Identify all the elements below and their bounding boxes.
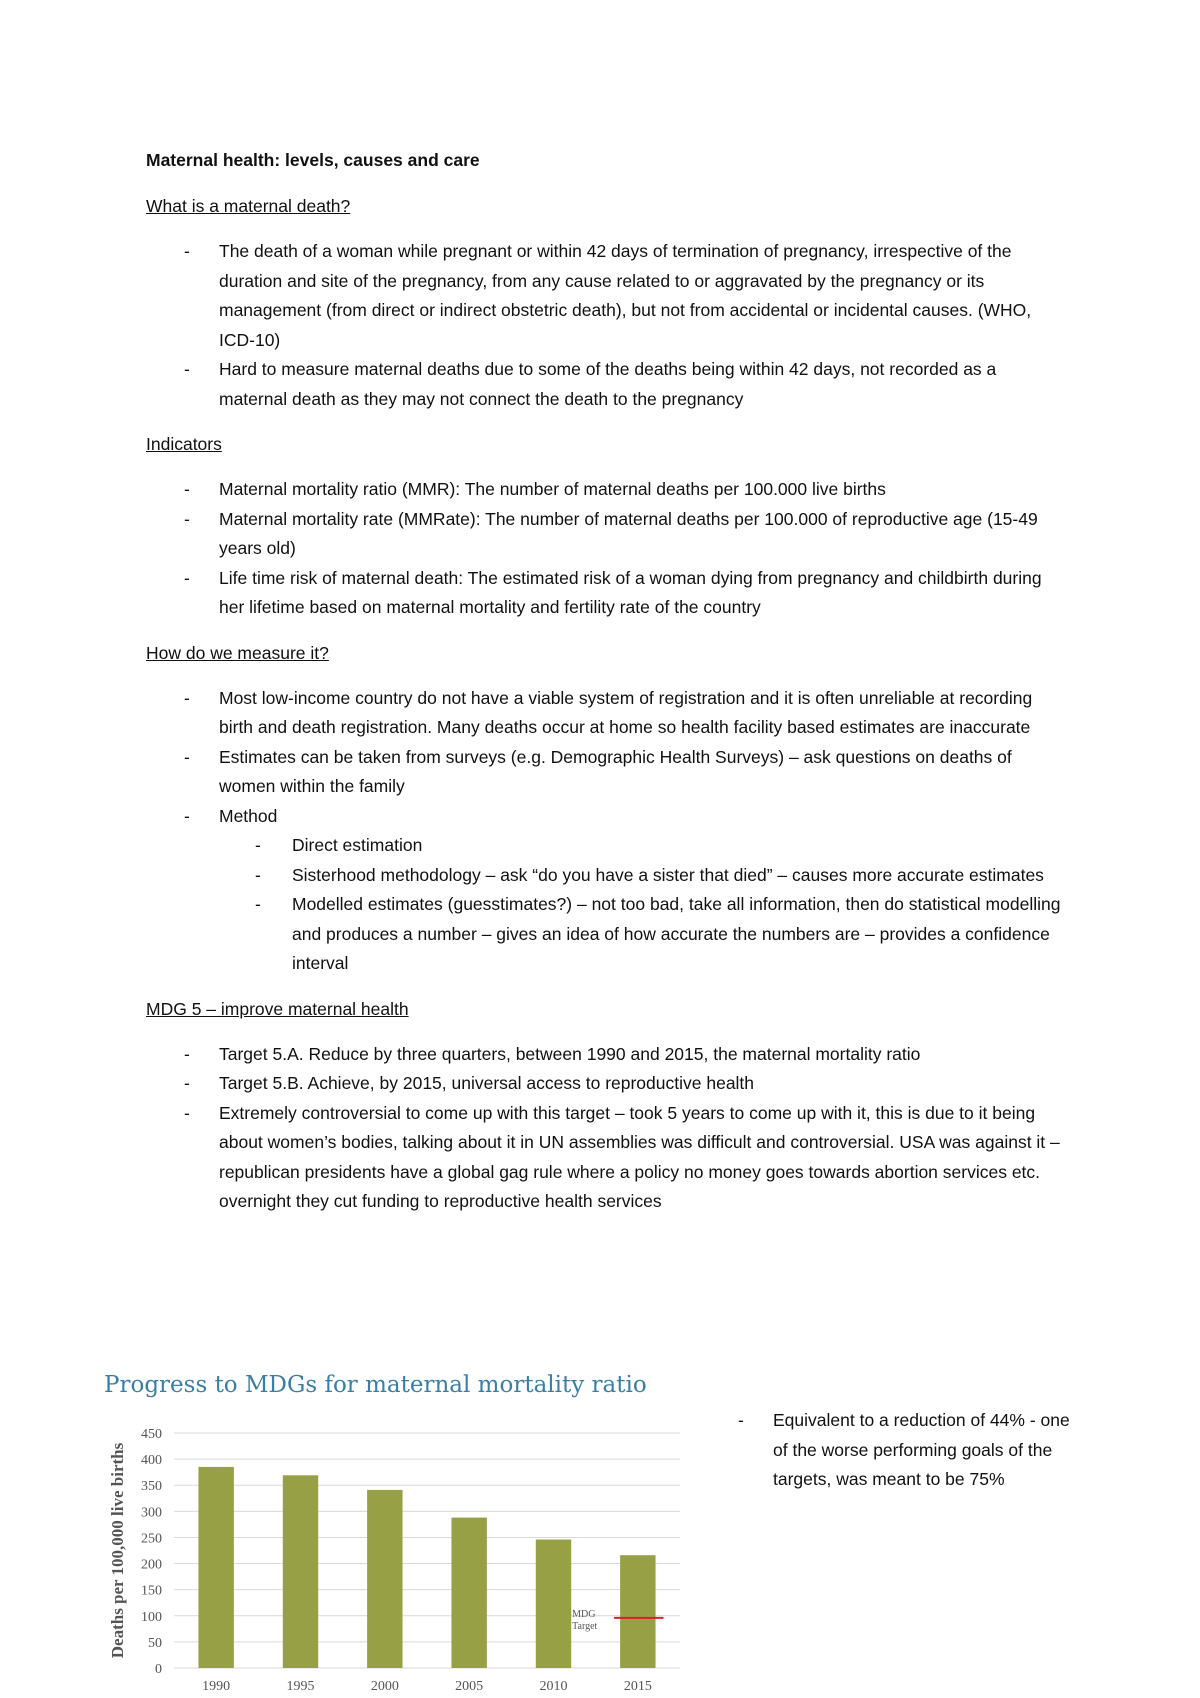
side-note: - Equivalent to a reduction of 44% - one of the worse performing goals of the targets, was meant to be 75%: [700, 1406, 1080, 1495]
bar: [620, 1555, 655, 1668]
bar: [367, 1490, 402, 1668]
y-tick-label: 250: [141, 1531, 162, 1547]
x-tick-label: 2005: [455, 1679, 484, 1694]
list-item: - Hard to measure maternal deaths due to some of the deaths being within 42 days, not recorded as a maternal death as they may not connect the death to the pregnancy: [146, 355, 1066, 414]
list-item: - Extremely controversial to come up with this target – took 5 years to come up with it, this is due to it being about women’s bodies, talking about it in UN assemblies was difficult and controversial. USA was against it – republican presidents have a global gag rule where a policy no money goes towards abortion services etc. overnight they cut funding to reproductive health services: [146, 1099, 1066, 1217]
chart-title: Progress to MDGs for maternal mortality ratio: [104, 1372, 647, 1398]
x-tick-label: 1995: [286, 1679, 315, 1694]
list-item: - Target 5.B. Achieve, by 2015, universal access to reproductive health: [146, 1069, 1066, 1099]
bullet-list: [146, 684, 1066, 979]
x-tick-label: 2015: [623, 1679, 652, 1694]
list-item-text: Method: [219, 805, 278, 826]
sub-list-item: - Modelled estimates (guesstimates?) – not too bad, take all information, then do statistical modelling and produces a number – gives an idea of how accurate the numbers are – provides a confidence interval: [219, 890, 1066, 979]
y-tick-label: 100: [141, 1609, 162, 1625]
sub-bullet-list: [219, 831, 1066, 979]
list-item: - Maternal mortality rate (MMRate): The number of maternal deaths per 100.000 of reproductive age (15-49 years old): [146, 505, 1066, 564]
list-item: - Life time risk of maternal death: The estimated risk of a woman dying from pregnancy and childbirth during her lifetime based on maternal mortality and fertility rate of the country: [146, 564, 1066, 623]
x-tick-label: 2000: [370, 1679, 399, 1694]
y-tick-label: 300: [141, 1505, 162, 1521]
y-tick-label: 450: [141, 1427, 162, 1442]
bar: [283, 1475, 318, 1668]
y-tick-label: 200: [141, 1557, 162, 1573]
chart-svg: [104, 1372, 684, 1698]
list-item: - Target 5.A. Reduce by three quarters, between 1990 and 2015, the maternal mortality ratio: [146, 1040, 1066, 1070]
y-tick-label: 350: [141, 1479, 162, 1495]
mmr-chart: [104, 1372, 684, 1698]
list-item: - Estimates can be taken from surveys (e.g. Demographic Health Surveys) – ask questions on deaths of women within the family: [146, 743, 1066, 802]
y-tick-label: 0: [155, 1662, 162, 1677]
section-heading-maternal-death: What is a maternal death?: [146, 196, 351, 216]
list-item: [146, 802, 1066, 979]
sub-list-item: - Sisterhood methodology – ask “do you have a sister that died” – causes more accurate estimates: [219, 861, 1066, 891]
section-heading-indicators: Indicators: [146, 434, 222, 454]
sub-list-item: - Direct estimation: [219, 831, 1066, 861]
target-label: MDG: [572, 1608, 596, 1620]
bullet-list: [146, 237, 1066, 414]
list-item: - Most low-income country do not have a viable system of registration and it is often unreliable at recording birth and death registration. Many deaths occur at home so health facility based estimates are inaccurate: [146, 684, 1066, 743]
document: [146, 146, 1066, 1233]
y-tick-label: 50: [148, 1635, 162, 1651]
list-item: - Maternal mortality ratio (MMR): The number of maternal deaths per 100.000 live births: [146, 475, 1066, 505]
y-tick-label: 150: [141, 1583, 162, 1599]
side-note-list: [700, 1406, 1080, 1495]
document-title: Maternal health: levels, causes and care: [146, 150, 480, 170]
bar: [536, 1540, 571, 1668]
bar: [198, 1467, 233, 1668]
x-tick-label: 2010: [539, 1679, 568, 1694]
bullet-list: [146, 475, 1066, 623]
y-tick-label: 400: [141, 1453, 162, 1469]
y-axis-label: Deaths per 100,000 live births: [108, 1442, 127, 1659]
bullet-list: [146, 1040, 1066, 1217]
section-heading-mdg5: MDG 5 – improve maternal health: [146, 998, 409, 1019]
section-heading-measure: How do we measure it?: [146, 642, 329, 663]
x-tick-label: 1990: [202, 1679, 231, 1694]
list-item: - The death of a woman while pregnant or within 42 days of termination of pregnancy, irrespective of the duration and site of the pregnancy, from any cause related to or aggravated by the pregnancy or its management (from direct or indirect obstetric death), but not from accidental or incidental causes. (WHO, ICD-10): [146, 237, 1066, 355]
bar: [451, 1518, 486, 1668]
target-label: Target: [572, 1620, 598, 1632]
